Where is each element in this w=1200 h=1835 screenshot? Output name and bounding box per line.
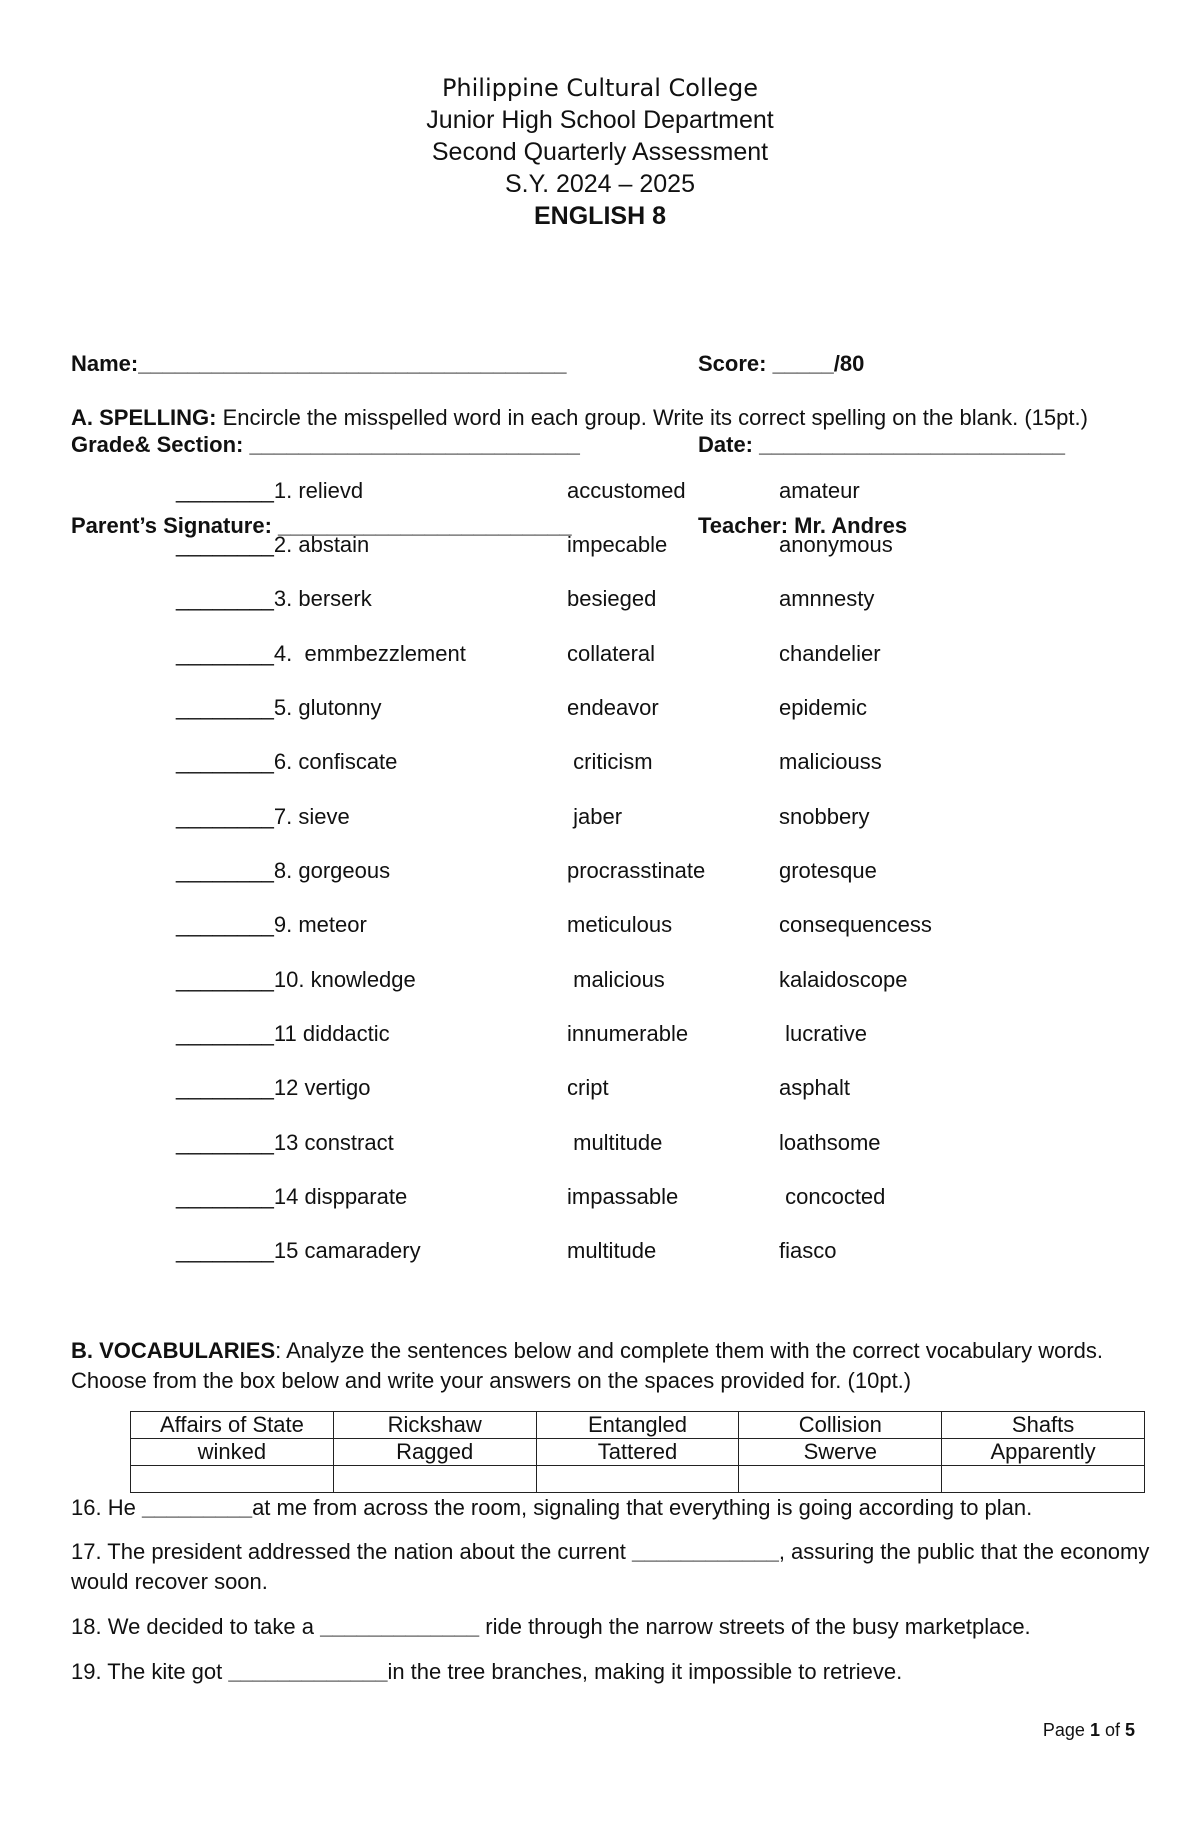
vocabulary-word: Ragged (333, 1439, 536, 1466)
vocabulary-word: winked (131, 1439, 334, 1466)
spelling-word-option: procrasstinate (567, 858, 706, 883)
vocabulary-question (71, 1657, 1151, 1687)
spelling-item-blank-word[interactable]: ________15 camaradery (176, 1238, 421, 1263)
spelling-word-option: maliciouss (779, 749, 882, 774)
vocabulary-word: Apparently (942, 1439, 1145, 1466)
page-number: 1 (1089, 1720, 1100, 1740)
vocabulary-word: Tattered (536, 1439, 739, 1466)
subject-title: ENGLISH 8 (534, 202, 666, 230)
spelling-word-option: epidemic (779, 695, 868, 720)
vocabulary-word: Affairs of State (131, 1412, 334, 1439)
vocabulary-question (71, 1537, 1151, 1597)
spelling-item (0, 910, 1200, 940)
spelling-item (0, 476, 1200, 506)
question-text: 17. The president addressed the nation about the current (71, 1539, 632, 1564)
spelling-word-option: meticulous (567, 912, 673, 937)
spelling-item-blank-word[interactable]: ________14 dispparate (176, 1184, 408, 1209)
spelling-item (0, 530, 1200, 560)
answer-blank[interactable]: _____________ (320, 1614, 480, 1639)
score-field[interactable]: Score: _____/80 (698, 351, 865, 376)
spelling-word-option: grotesque (779, 858, 877, 883)
name-field[interactable]: Name:___________________________________ (71, 351, 567, 376)
spelling-item (0, 1073, 1200, 1103)
question-text: , assuring the public that the economy would recover soon. (71, 1539, 1150, 1594)
vocabulary-word: Swerve (739, 1439, 942, 1466)
spelling-item (0, 1128, 1200, 1158)
question-text: 16. He (71, 1495, 142, 1520)
spelling-word-option: multitude (567, 1130, 663, 1155)
question-text: in the tree branches, making it impossible to retrieve. (387, 1659, 903, 1684)
spelling-word-option: snobbery (779, 804, 870, 829)
spelling-word-option: accustomed (567, 478, 686, 503)
spelling-word-option: chandelier (779, 641, 881, 666)
spelling-item (0, 584, 1200, 614)
exam-header (0, 72, 1200, 232)
question-text: ride through the narrow streets of the busy marketplace. (479, 1614, 1031, 1639)
answer-blank[interactable]: _________ (141, 1495, 253, 1520)
spelling-instruction-text: Encircle the misspelled word in each group. Write its correct spelling on the blank. (15pt.) (216, 405, 1088, 430)
spelling-word-option: lucrative (779, 1021, 868, 1046)
answer-blank[interactable]: ____________ (631, 1539, 779, 1564)
parent-signature-field[interactable]: Parent’s Signature: ________________________ (71, 513, 572, 538)
department-name: Junior High School Department (426, 106, 774, 134)
vocabulary-word: Shafts (942, 1412, 1145, 1439)
spelling-word-option: anonymous (779, 532, 893, 557)
vocabulary-question (71, 1612, 1151, 1642)
spelling-word-option: besieged (567, 586, 657, 611)
vocabulary-word (536, 1466, 739, 1493)
school-name: Philippine Cultural College (441, 74, 759, 102)
vocabulary-word (942, 1466, 1145, 1493)
assessment-title: Second Quarterly Assessment (431, 138, 769, 166)
spelling-item (0, 1019, 1200, 1049)
page-word: Page (1042, 1720, 1090, 1740)
spelling-item-blank-word[interactable]: ________10. knowledge (176, 967, 416, 992)
spelling-word-option: innumerable (567, 1021, 689, 1046)
school-year: S.Y. 2024 – 2025 (505, 170, 695, 198)
spelling-word-option: criticism (567, 749, 653, 774)
spelling-item-blank-word[interactable]: ________1. relievd (176, 478, 364, 503)
spelling-item-blank-word[interactable]: ________3. berserk (176, 586, 372, 611)
vocabulary-instruction-text: : Analyze the sentences below and complete them with the correct vocabulary words. Choose from the box below and write your answers on the spaces provided for. (10pt.) (71, 1338, 1104, 1393)
vocabulary-word-box (130, 1411, 1145, 1493)
spelling-word-option: impassable (567, 1184, 679, 1209)
spelling-item-blank-word[interactable]: ________12 vertigo (176, 1075, 371, 1100)
spelling-item-blank-word[interactable]: ________6. confiscate (176, 749, 398, 774)
spelling-item (0, 1182, 1200, 1212)
vocabulary-row (131, 1412, 1145, 1439)
vocabulary-word (131, 1466, 334, 1493)
spelling-word-option: loathsome (779, 1130, 881, 1155)
spelling-word-option: cript (567, 1075, 609, 1100)
spelling-item (0, 965, 1200, 995)
question-text: 19. The kite got (71, 1659, 229, 1684)
teacher-label: Teacher: Mr. Andres (698, 513, 908, 538)
of-word: of (1099, 1720, 1125, 1740)
spelling-word-option: fiasco (779, 1238, 837, 1263)
spelling-item-blank-word[interactable]: ________9. meteor (176, 912, 367, 937)
page-total: 5 (1124, 1720, 1135, 1740)
vocabulary-row (131, 1466, 1145, 1493)
vocabulary-row (131, 1439, 1145, 1466)
spelling-word-option: asphalt (779, 1075, 850, 1100)
vocabulary-word: Rickshaw (333, 1412, 536, 1439)
spelling-word-option: amateur (779, 478, 860, 503)
vocabulary-question (71, 1493, 1151, 1523)
spelling-item-blank-word[interactable]: ________11 diddactic (176, 1021, 390, 1046)
spelling-item (0, 1236, 1200, 1266)
spelling-item-blank-word[interactable]: ________7. sieve (176, 804, 350, 829)
spelling-item (0, 856, 1200, 886)
spelling-word-option: multitude (567, 1238, 657, 1263)
spelling-word-option: concocted (779, 1184, 886, 1209)
vocabulary-title: B. VOCABULARIES (71, 1338, 276, 1363)
spelling-word-option: amnnesty (779, 586, 875, 611)
spelling-item (0, 802, 1200, 832)
vocabulary-word (739, 1466, 942, 1493)
spelling-word-option: impecable (567, 532, 668, 557)
spelling-title: A. SPELLING: (71, 405, 217, 430)
page-footer (1043, 1720, 1135, 1741)
vocabulary-word (333, 1466, 536, 1493)
spelling-item-blank-word[interactable]: ________2. abstain (176, 532, 370, 557)
spelling-item (0, 747, 1200, 777)
spelling-word-option: consequencess (779, 912, 932, 937)
question-text: at me from across the room, signaling that everything is going according to plan. (252, 1495, 1033, 1520)
vocabulary-word: Entangled (536, 1412, 739, 1439)
spelling-word-option: collateral (567, 641, 656, 666)
answer-blank[interactable]: _____________ (228, 1659, 388, 1684)
spelling-word-option: kalaidoscope (779, 967, 908, 992)
spelling-item (0, 693, 1200, 723)
date-field[interactable]: Date: _________________________ (698, 432, 1066, 457)
spelling-item (0, 639, 1200, 669)
spelling-word-option: endeavor (567, 695, 659, 720)
grade-section-field[interactable]: Grade& Section: ___________________________ (71, 432, 580, 457)
spelling-item-blank-word[interactable]: ________4. emmbezzlement (176, 641, 466, 666)
vocabulary-instructions (71, 1336, 1141, 1396)
spelling-item-blank-word[interactable]: ________5. glutonny (176, 695, 382, 720)
spelling-word-option: malicious (567, 967, 665, 992)
vocabulary-word: Collision (739, 1412, 942, 1439)
spelling-word-option: jaber (567, 804, 623, 829)
spelling-instructions (71, 403, 1131, 433)
question-text: 18. We decided to take a (71, 1614, 321, 1639)
spelling-item-blank-word[interactable]: ________13 constract (176, 1130, 394, 1155)
spelling-item-blank-word[interactable]: ________8. gorgeous (176, 858, 391, 883)
